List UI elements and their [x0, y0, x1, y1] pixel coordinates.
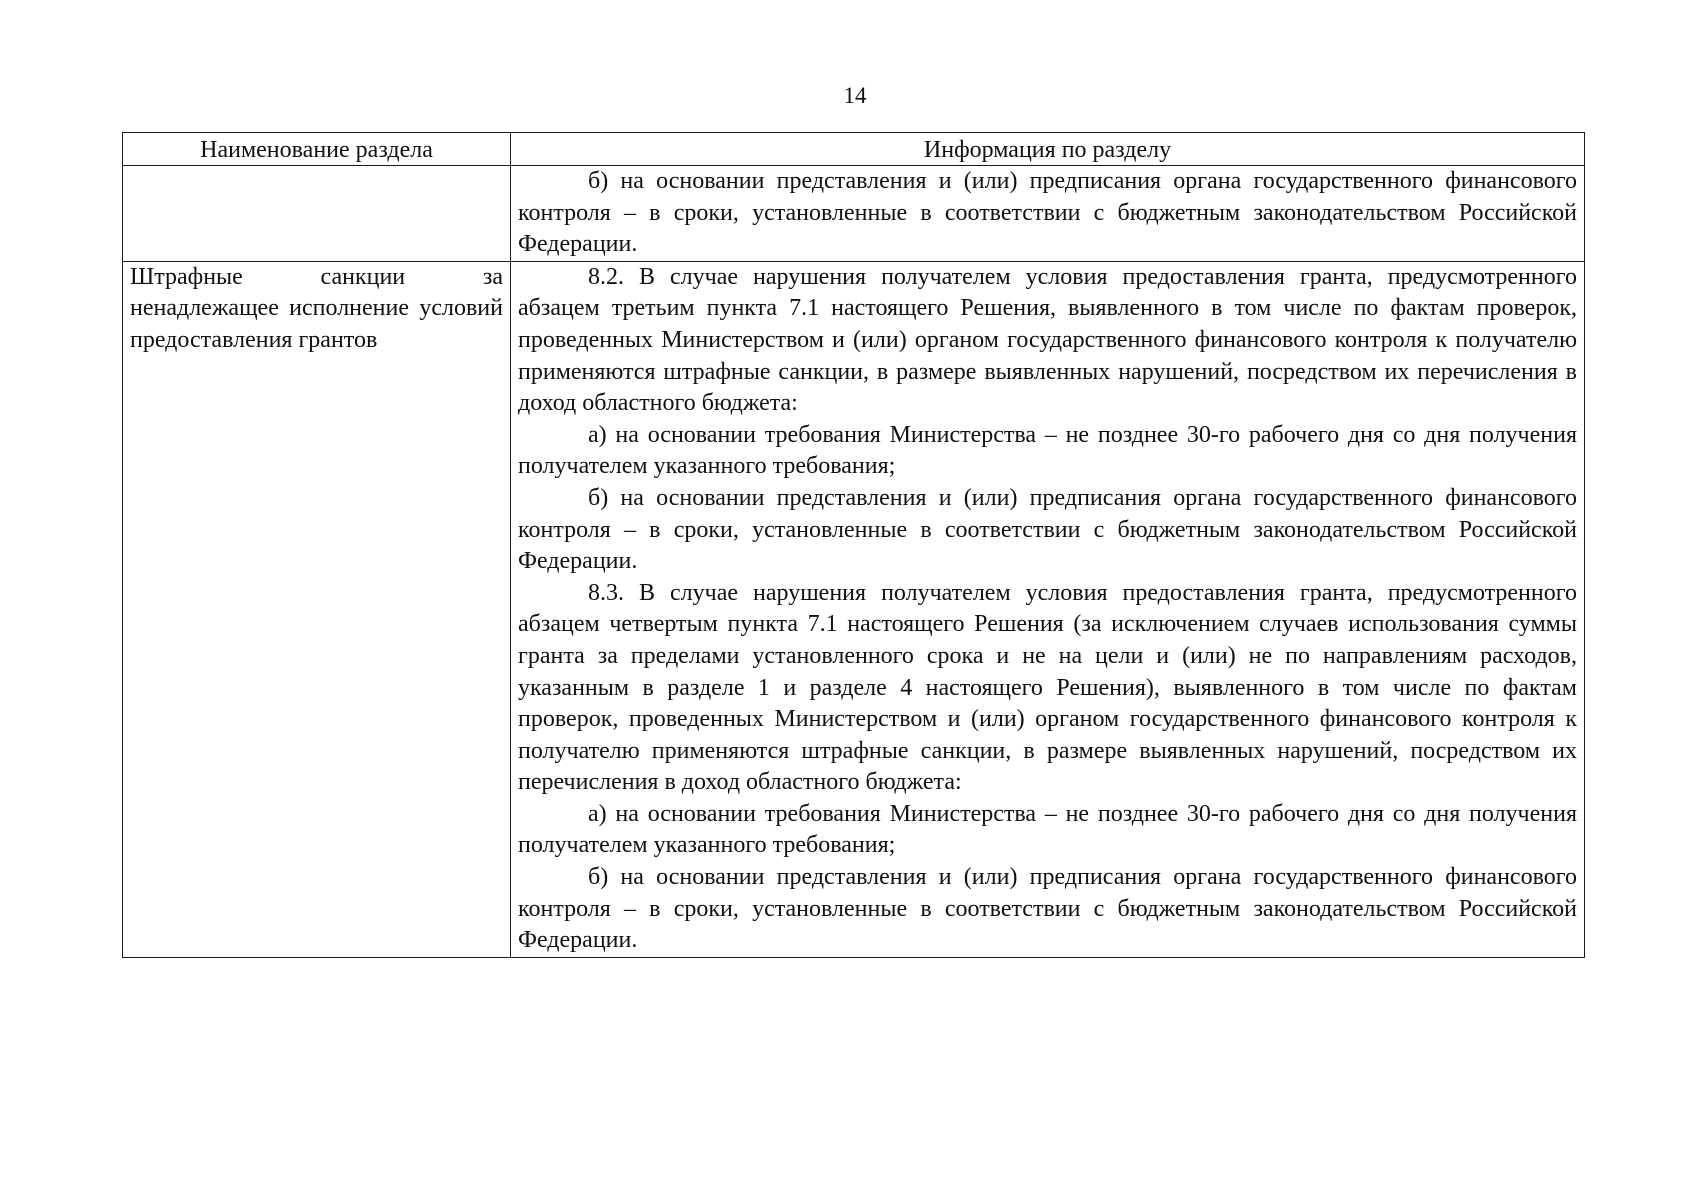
- table-header-row: [123, 133, 1585, 166]
- page-number: 14: [843, 83, 867, 108]
- info-paragraph: а) на основании требования Министерства – не позднее 30-го рабочего дня со дня получения получателем указанного требования;: [518, 421, 1577, 480]
- info-paragraph: а) на основании требования Министерства – не позднее 30-го рабочего дня со дня получения получателем указанного требования;: [518, 800, 1577, 859]
- section-info-cell: [511, 261, 1585, 957]
- section-name-cell: Штрафные санкции за ненадлежащее исполнение условий предоставления грантов: [123, 261, 511, 957]
- section-info-cell: [511, 166, 1585, 262]
- header-section-name: Наименование раздела: [123, 133, 511, 166]
- info-paragraph: б) на основании представления и (или) предписания органа государственного финансового контроля – в сроки, установленные в соответствии с бюджетным законодательством Российской Федерации.: [518, 484, 1577, 575]
- section-name-cell: [123, 166, 511, 262]
- info-paragraph: 8.2. В случае нарушения получателем условия предоставления гранта, предусмотренного абзацем третьим пункта 7.1 настоящего Решения, выявленного в том числе по фактам проверок, проведенных Министерством и (или) органом государственного финансового контроля к получателю применяются штрафные санкции, в размере выявленных нарушений, посредством их перечисления в доход областного бюджета:: [518, 263, 1577, 417]
- table-row: [123, 261, 1585, 957]
- header-section-info: Информация по разделу: [511, 133, 1585, 166]
- info-paragraph: б) на основании представления и (или) предписания органа государственного финансового контроля – в сроки, установленные в соответствии с бюджетным законодательством Российской Федерации.: [518, 864, 1577, 954]
- info-paragraph: 8.3. В случае нарушения получателем условия предоставления гранта, предусмотренного абзацем четвертым пункта 7.1 настоящего Решения (за исключением случаев использования суммы гранта за пределами установленного срока и не на цели и (или) не по направлениям расходов, указанным в разделе 1 и разделе 4 настоящего Решения), выявленного в том числе по фактам проверок, проведенных Министерством и (или) органом государственного финансового контроля к получателю применяются штрафные санкции, в размере выявленных нарушений, посредством их перечисления в доход областного бюджета:: [518, 579, 1577, 796]
- table-row: [123, 166, 1585, 262]
- section-table: [122, 132, 1585, 958]
- info-paragraph: б) на основании представления и (или) предписания органа государственного финансового контроля – в сроки, установленные в соответствии с бюджетным законодательством Российской Федерации.: [518, 168, 1577, 258]
